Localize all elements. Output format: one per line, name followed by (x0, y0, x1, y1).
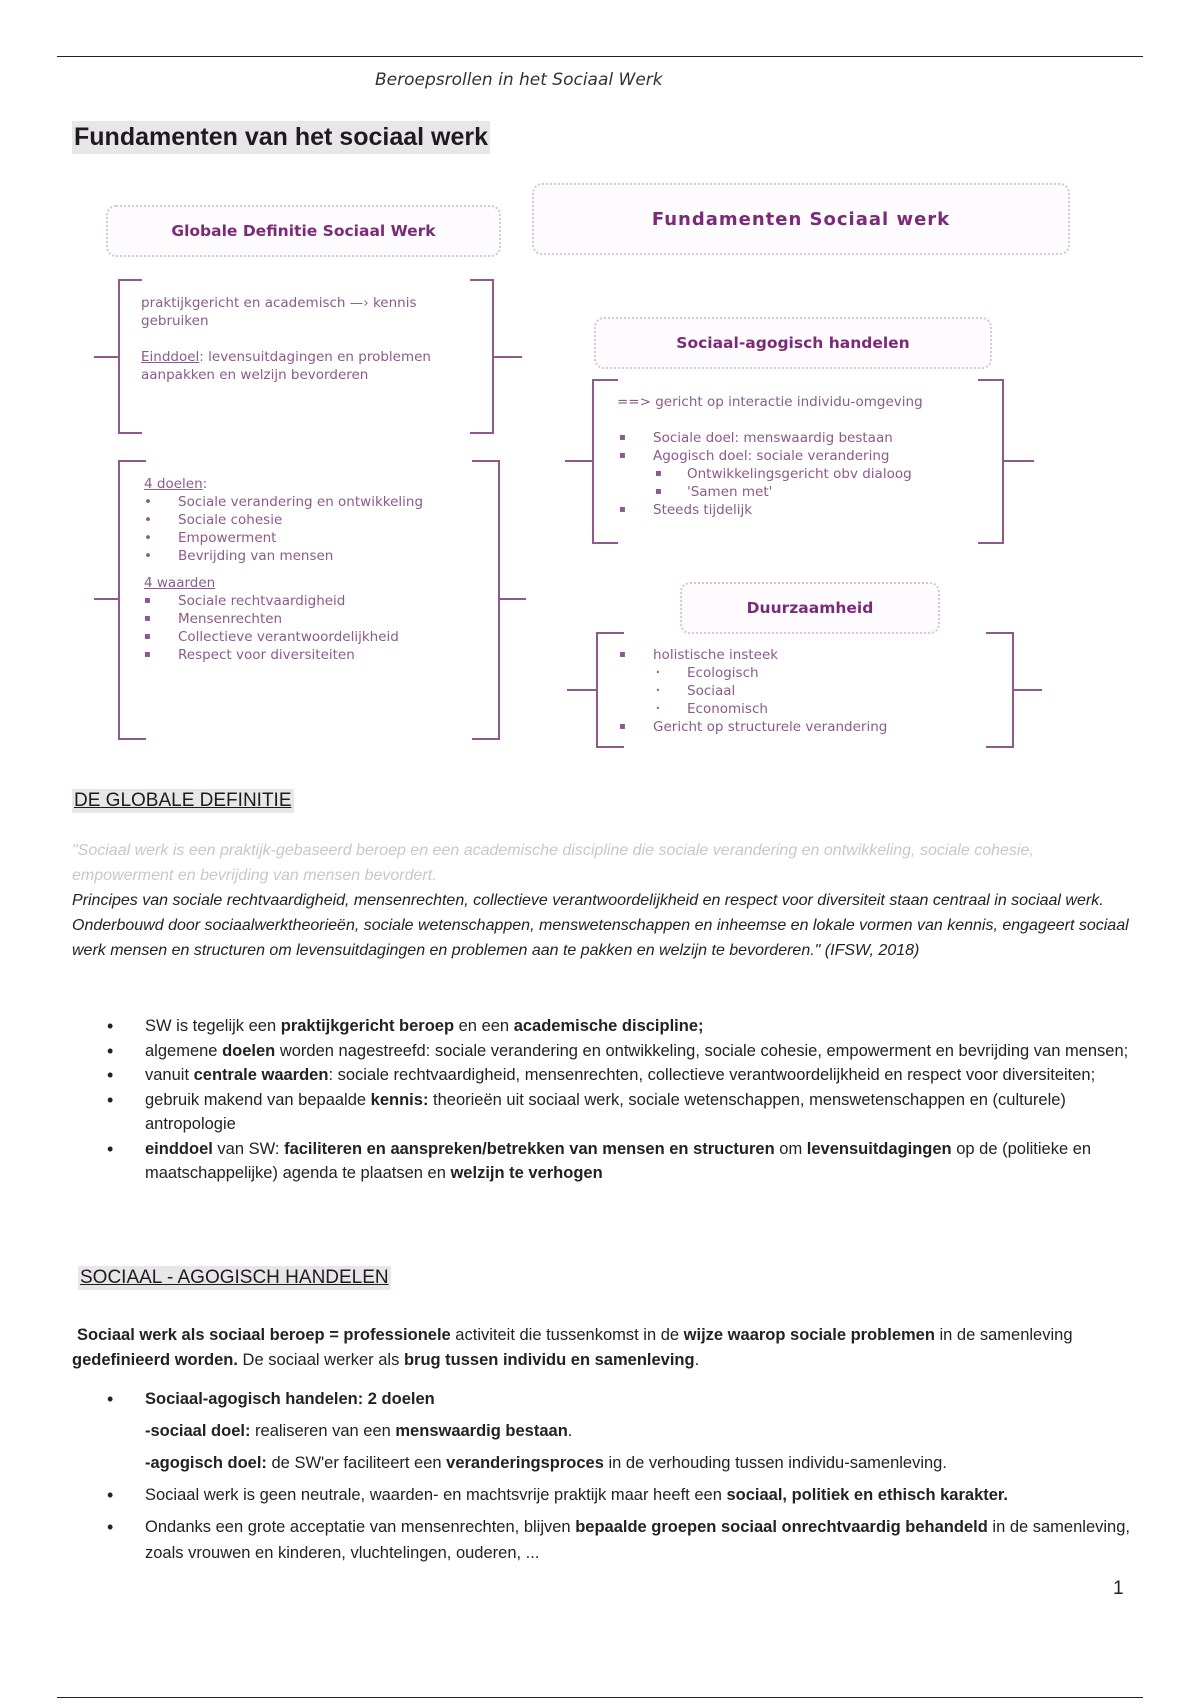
list-item: • einddoel van SW: faciliteren en aanspreken/betrekken van mensen en structuren om levensuitdagingen op de (politieke en maatschappelijke) agenda te plaatsen en welzijn te verhogen (72, 1137, 1142, 1186)
list-item: • Sociaal werk is geen neutrale, waarden- en machtsvrije praktijk maar heeft een sociaal, politiek en ethisch karakter. (72, 1479, 1142, 1511)
doelen-label-line (144, 475, 474, 493)
bracket-tick (500, 598, 526, 600)
ifsw-definition-quote (72, 838, 1132, 963)
doelen-list (142, 493, 474, 565)
list-item: ▪ Collectieve verantwoordelijkheid (142, 628, 474, 646)
list-item: ▪ Sociale doel: menswaardig bestaan (617, 429, 987, 447)
list-item: ▪ Mensenrechten (142, 610, 474, 628)
list-item: · Ecologisch (617, 664, 987, 682)
bracket-tick (1004, 460, 1034, 462)
quote-body: Principes van sociale rechtvaardigheid, mensenrechten, collectieve verantwoordelijkheid en respect voor diversiteit staan centraal in sociaal werk. Onderbouwd door sociaalwerktheorieën, sociale wetenschappen, menswetenschappen en inheemse en lokale vormen van kennis, engageert sociaal werk mensen en structuren om levensuitdagingen en problemen aan te pakken en welzijn te bevorderen." (IFSW, 2018) (72, 892, 1129, 959)
bracket-tick (94, 356, 118, 358)
bracket-right-4 (986, 632, 1014, 748)
box-sociaal-agogisch: Sociaal-agogisch handelen (594, 317, 992, 369)
section2-intro: Sociaal werk als sociaal beroep = professionele activiteit die tussenkomst in de wijze waarop sociale problemen in de samenleving gedefinieerd worden. De sociaal werker als brug tussen individu en samenleving. (72, 1326, 1073, 1369)
list-item: • Sociale verandering en ontwikkeling (142, 493, 474, 511)
list-item: • Sociale cohesie (142, 511, 474, 529)
waarden-label: 4 waarden (144, 575, 216, 591)
bracket-tick (94, 598, 118, 600)
footer-rule (57, 1697, 1143, 1698)
list-item: • vanuit centrale waarden: sociale rechtvaardigheid, mensenrechten, collectieve verantwoordelijkheid en respect voor diversiteiten; (72, 1063, 1142, 1088)
list-item: ▪ Sociale rechtvaardigheid (142, 592, 474, 610)
doelen-label: 4 doelen (144, 476, 203, 492)
bracket-left-1 (118, 279, 142, 434)
agogisch-intro: ==> gericht op interactie individu-omgeving (617, 394, 923, 410)
list-item: • Empowerment (142, 529, 474, 547)
list-item: • Bevrijding van mensen (142, 547, 474, 565)
bracket-left-3 (592, 379, 618, 544)
header-rule (57, 56, 1143, 57)
list-item: · Economisch (617, 700, 987, 718)
list-item: ▪ Ontwikkelingsgericht obv dialoog (617, 465, 987, 483)
list-item: • Ondanks een grote acceptatie van mensenrechten, blijven bepaalde groepen sociaal onrechtvaardig behandeld in de samenleving, zoals vrouwen en kinderen, vluchtelingen, ouderen, ... (72, 1514, 1142, 1566)
practice-knowledge-line: praktijkgericht en academisch —› kennis gebruiken (141, 295, 417, 329)
list-item: • SW is tegelijk een praktijkgericht beroep en een academische discipline; (72, 1014, 1142, 1039)
bracket-tick (494, 356, 522, 358)
definition-summary (141, 294, 471, 384)
list-item: ▪ 'Samen met' (617, 483, 987, 501)
einddoel-label: Einddoel (141, 349, 200, 365)
list-item: · Sociaal (617, 682, 987, 700)
list-item: ▪ Agogisch doel: sociale verandering (617, 447, 987, 465)
box-globale-definitie: Globale Definitie Sociaal Werk (106, 205, 501, 257)
list-item: ▪ holistische insteek (617, 646, 987, 664)
list-item: -sociaal doel: realiseren van een menswaardig bestaan. (145, 1422, 573, 1440)
section-heading-sociaal-agogisch: SOCIAAL - AGOGISCH HANDELEN (80, 1267, 389, 1288)
agogisch-list (617, 429, 987, 519)
list-item: ▪ Gericht op structurele verandering (617, 718, 987, 736)
section-heading-globale-definitie: DE GLOBALE DEFINITIE (74, 790, 292, 811)
quote-faded: "Sociaal werk is een praktijk-gebaseerd beroep en een academische discipline die sociale verandering en ontwikkeling, sociale cohesie, empowerment en bevrijding van mensen bevordert. (72, 842, 1034, 884)
duurzaamheid-list (617, 646, 987, 736)
page-title: Fundamenten van het sociaal werk (72, 121, 490, 154)
einddoel-line (141, 348, 471, 384)
definition-bullets (72, 1014, 1142, 1186)
list-item: • Sociaal-agogisch handelen: 2 doelen (72, 1383, 1142, 1415)
bracket-tick (567, 689, 596, 691)
bracket-right-2 (472, 460, 500, 740)
einddoel-text: : levensuitdagingen en problemen aanpakken en welzijn bevorderen (141, 349, 431, 383)
doelen-waarden (144, 475, 474, 664)
box-fundamenten: Fundamenten Sociaal werk (532, 183, 1070, 255)
box-duurzaamheid: Duurzaamheid (680, 582, 940, 634)
page-number: 1 (1113, 1578, 1124, 1599)
duurzaamheid-content (617, 646, 987, 736)
agogisch-content (617, 393, 987, 519)
header-title: Beroepsrollen in het Sociaal Werk (375, 70, 663, 90)
list-item: -agogisch doel: de SW'er faciliteert een veranderingsproces in de verhouding tussen individu-samenleving. (145, 1454, 947, 1472)
list-item: • gebruik makend van bepaalde kennis: theorieën uit sociaal werk, sociale wetenschappen, menswetenschappen en (culturele) antropologie (72, 1088, 1142, 1137)
agogisch-bullets (72, 1383, 1142, 1566)
list-item: • algemene doelen worden nagestreefd: sociale verandering en ontwikkeling, sociale cohesie, empowerment en bevrijding van mensen; (72, 1039, 1142, 1064)
doelen-colon: : (202, 476, 208, 492)
list-item: ▪ Steeds tijdelijk (617, 501, 987, 519)
bracket-tick (565, 460, 592, 462)
waarden-list (142, 592, 474, 664)
diagram (0, 0, 1200, 760)
list-item: ▪ Respect voor diversiteiten (142, 646, 474, 664)
bracket-right-1 (470, 279, 494, 434)
bracket-tick (1014, 689, 1042, 691)
